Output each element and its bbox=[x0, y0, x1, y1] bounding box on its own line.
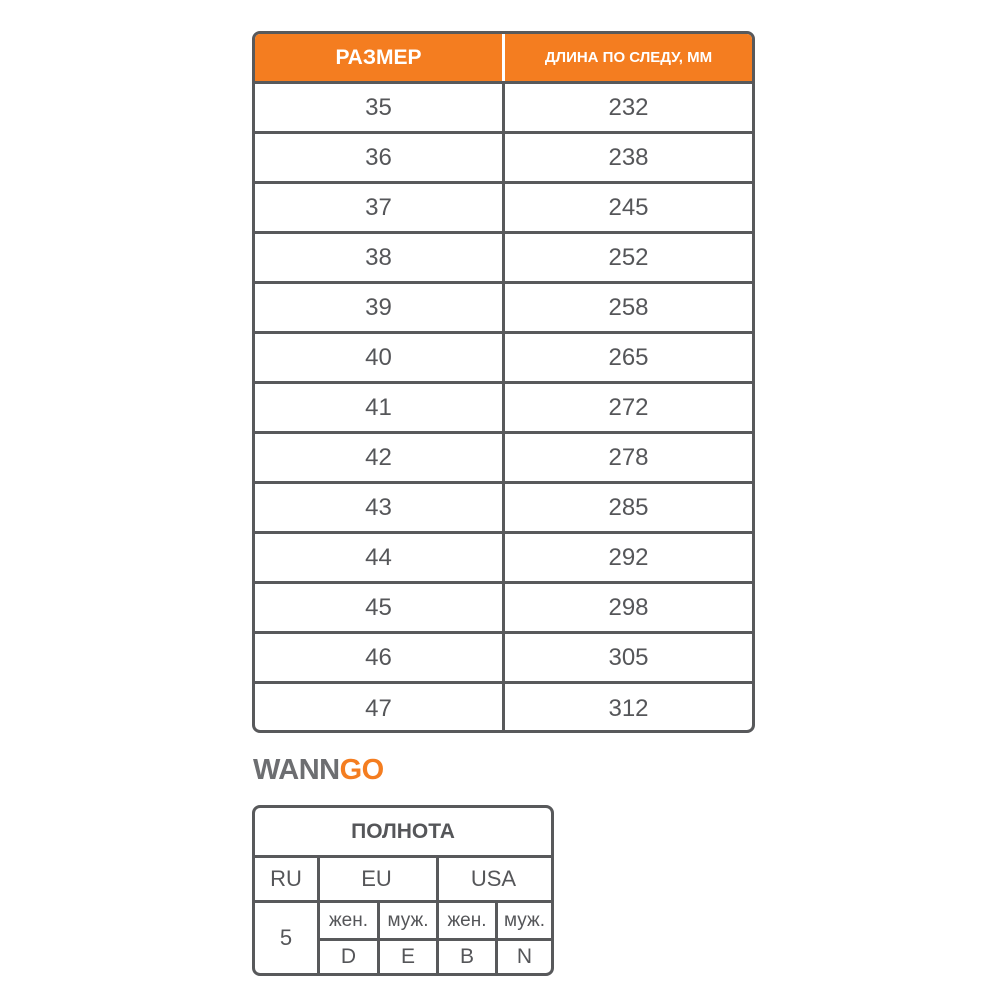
size-row bbox=[255, 684, 752, 733]
size-value: 35 bbox=[255, 84, 505, 131]
fullness-table bbox=[252, 805, 554, 976]
header-foot-length: ДЛИНА ПО СЛЕДУ, ММ bbox=[544, 49, 713, 66]
size-value: 37 bbox=[255, 184, 505, 231]
foot-length-value: 252 bbox=[608, 243, 649, 271]
foot-length-value: 285 bbox=[608, 493, 649, 521]
size-value: 41 bbox=[255, 384, 505, 431]
size-value: 47 bbox=[255, 684, 505, 733]
foot-length-value: 245 bbox=[608, 193, 649, 221]
size-row bbox=[255, 134, 752, 184]
size-value: 36 bbox=[255, 134, 505, 181]
fullness-ru-label: RU bbox=[270, 866, 302, 891]
size-value: 44 bbox=[255, 534, 505, 581]
fullness-usa-women-value: B bbox=[459, 945, 474, 968]
size-row bbox=[255, 84, 752, 134]
foot-length-value: 265 bbox=[608, 343, 649, 371]
wanngo-logo bbox=[253, 752, 384, 788]
fullness-eu-men-value: E bbox=[400, 945, 415, 968]
header-size: РАЗМЕР bbox=[255, 34, 505, 81]
fullness-eu-men-label: муж. bbox=[387, 909, 429, 931]
fullness-divider bbox=[255, 900, 551, 903]
size-chart-table bbox=[252, 31, 755, 733]
size-row bbox=[255, 584, 752, 634]
fullness-divider bbox=[495, 903, 498, 973]
size-value: 40 bbox=[255, 334, 505, 381]
size-row bbox=[255, 334, 752, 384]
size-row bbox=[255, 634, 752, 684]
fullness-ru-value: 5 bbox=[279, 925, 293, 950]
size-value: 38 bbox=[255, 234, 505, 281]
size-value: 42 bbox=[255, 434, 505, 481]
logo-text-go: GO bbox=[339, 753, 384, 786]
size-row bbox=[255, 534, 752, 584]
fullness-title: ПОЛНОТА bbox=[255, 808, 551, 858]
logo-text-wann: WANN bbox=[253, 753, 340, 786]
size-value: 46 bbox=[255, 634, 505, 681]
foot-length-value: 232 bbox=[608, 93, 649, 121]
fullness-eu-women-label: жен. bbox=[328, 909, 369, 931]
fullness-usa-men-value: N bbox=[516, 945, 533, 968]
fullness-divider bbox=[317, 858, 320, 973]
size-row bbox=[255, 284, 752, 334]
foot-length-value: 278 bbox=[608, 443, 649, 471]
fullness-eu-women-value: D bbox=[340, 945, 357, 968]
foot-length-value: 312 bbox=[608, 695, 649, 722]
size-row bbox=[255, 434, 752, 484]
size-row bbox=[255, 384, 752, 434]
foot-length-value: 292 bbox=[608, 543, 649, 571]
size-value: 45 bbox=[255, 584, 505, 631]
fullness-divider bbox=[317, 938, 551, 941]
fullness-divider bbox=[436, 858, 439, 973]
fullness-usa-men-label: муж. bbox=[504, 909, 545, 931]
foot-length-value: 238 bbox=[608, 143, 649, 171]
fullness-eu-label: EU bbox=[361, 866, 392, 891]
size-value: 43 bbox=[255, 484, 505, 531]
foot-length-value: 272 bbox=[608, 393, 649, 421]
fullness-usa-label: USA bbox=[470, 866, 517, 891]
size-row bbox=[255, 234, 752, 284]
size-row bbox=[255, 184, 752, 234]
size-value: 39 bbox=[255, 284, 505, 331]
fullness-usa-women-label: жен. bbox=[447, 909, 487, 931]
foot-length-value: 258 bbox=[608, 293, 649, 321]
fullness-divider bbox=[377, 903, 380, 973]
size-chart-header-row bbox=[255, 34, 752, 84]
foot-length-value: 305 bbox=[608, 643, 649, 671]
size-row bbox=[255, 484, 752, 534]
foot-length-value: 298 bbox=[608, 593, 649, 621]
